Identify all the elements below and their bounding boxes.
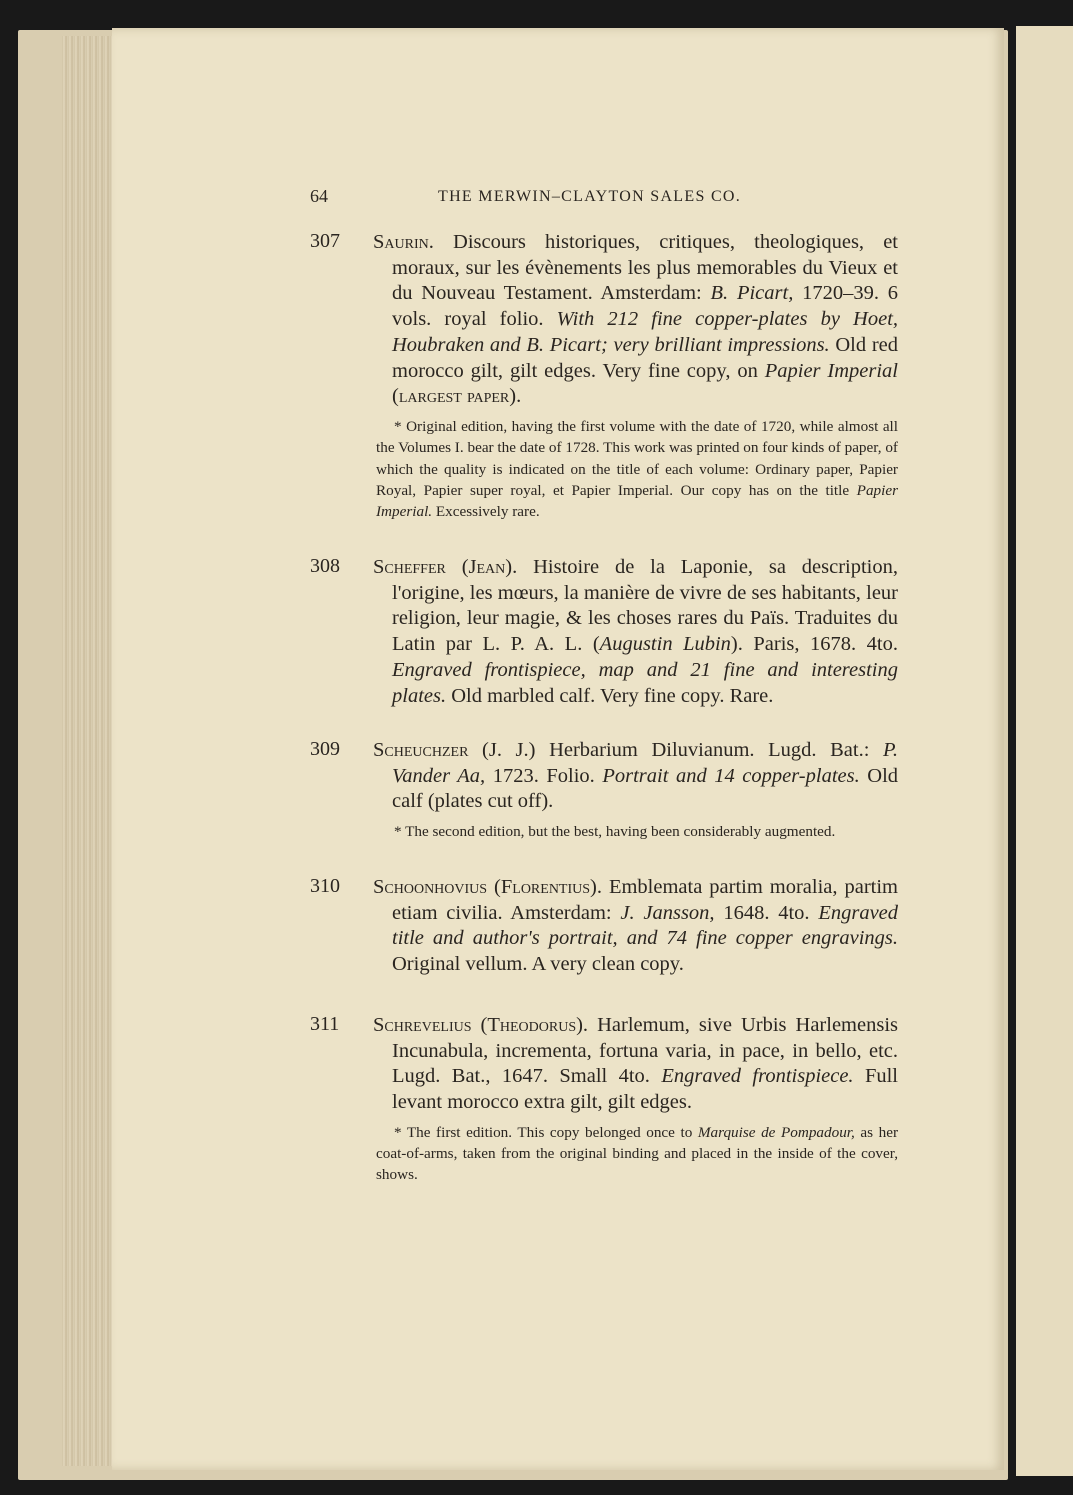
lot-number: 308 (310, 555, 340, 577)
entry-description: Schoonhovius (Florentius). Emblemata partim moralia, partim etiam civilia. Amsterdam: J. Jansson, 1648. 4to. Engraved title and author's portrait, and 74 fine copper engravings. Original vellum. A very clean copy. (373, 876, 899, 976)
author-name: Scheuchzer (373, 739, 469, 761)
entry-note: * The second edition, but the best, having been considerably augmented. (394, 823, 836, 841)
page-number: 64 (310, 186, 328, 206)
catalog-entry-308 (310, 555, 898, 709)
catalog-entry-310 (310, 875, 898, 978)
entry-description: Scheuchzer (J. J.) Herbarium Diluvianum. Lugd. Bat.: P. Vander Aa, 1723. Folio. Portrait and 14 copper-plates. Old calf (plates cut off). (373, 739, 899, 813)
entry-description: Scheffer (Jean). Histoire de la Laponie, sa description, l'origine, les mœurs, la manière de vivre de ses habitants, leur religion, leur magie, & les choses rares du Païs. Traduites du Latin par L. P. A. L. (Augustin Lubin). Paris, 1678. 4to. Engraved frontispiece, map and 21 fine and interesting plates. Old marbled calf. Very fine copy. Rare. (373, 556, 898, 707)
author-name: Scheffer (Jean). (373, 556, 518, 578)
author-name: Schrevelius (Theodorus). (373, 1014, 589, 1036)
lot-number: 307 (310, 230, 340, 252)
author-name: Schoonhovius (Florentius). (373, 876, 602, 898)
entry-description: Saurin. Discours historiques, critiques, theologiques, et moraux, sur les évènements les plus memorables du Vieux et du Nouveau Testament. Amsterdam: B. Picart, 1720–39. 6 vols. royal folio. With 212 fine copper-plates by Hoet, Houbraken and B. Picart; very brilliant impressions. Old red morocco gilt, gilt edges. Very fine copy, on Papier Imperial (largest paper). (373, 231, 899, 408)
lot-number: 311 (310, 1013, 340, 1035)
entry-description: Schrevelius (Theodorus). Harlemum, sive Urbis Harlemensis Incunabula, incrementa, fortuna varia, in pace, in bello, etc. Lugd. Bat., 1647. Small 4to. Engraved frontispiece. Full levant morocco extra gilt, gilt edges. (373, 1014, 898, 1114)
author-name: Saurin. (373, 231, 434, 253)
running-title: THE MERWIN–CLAYTON SALES CO. (438, 188, 742, 205)
catalog-entry-311 (310, 1013, 898, 1186)
running-header (310, 186, 900, 210)
catalog-entry-309 (310, 738, 898, 842)
lot-number: 309 (310, 738, 340, 760)
catalog-entry-307 (310, 230, 898, 522)
entry-note: * Original edition, having the first volume with the date of 1720, while almost all the Volumes I. bear the date of 1728. This work was printed on four kinds of paper, of which the quality is indicated on the title of each volume: Ordinary paper, Papier Royal, Papier super royal, et Papier Imperial. Our copy has on the title Papier Imperial. Excessively rare. (376, 417, 899, 521)
entry-note: * The first edition. This copy belonged once to Marquise de Pompadour, as her coat-of-arms, taken from the original binding and placed in the inside of the cover, shows. (376, 1123, 899, 1184)
lot-number: 310 (310, 875, 340, 897)
